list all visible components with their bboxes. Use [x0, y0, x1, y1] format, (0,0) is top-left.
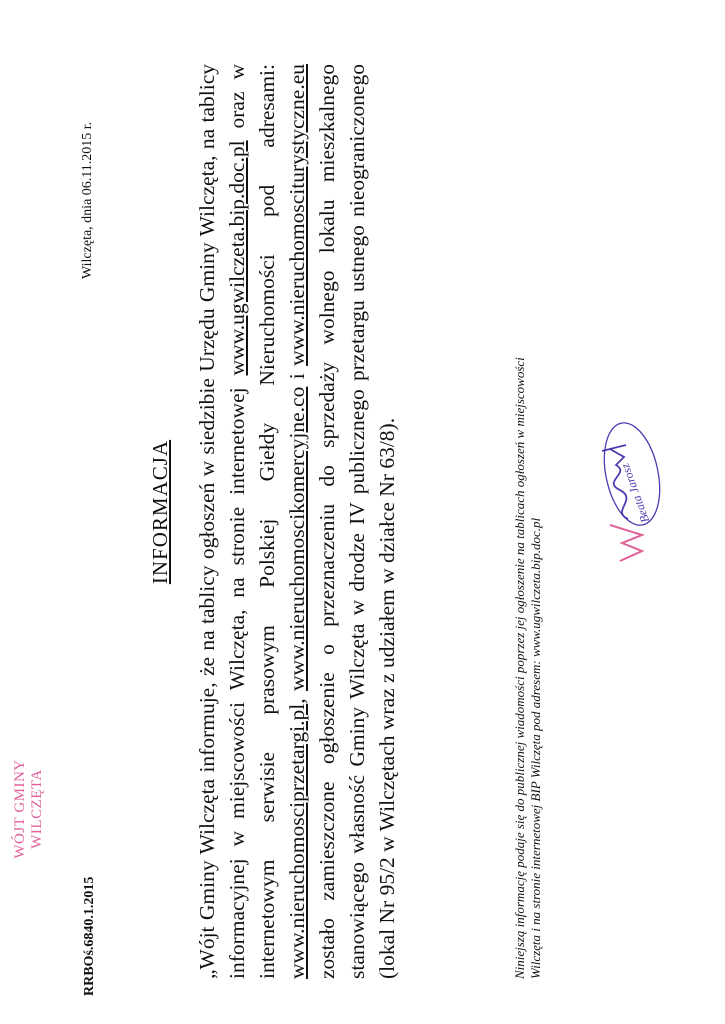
reference-number: RRBOś.6840.1.2015 — [82, 876, 97, 996]
link-nieruchomoscikomercyjne: www.nieruchomoscikomercyjne.co — [285, 386, 309, 691]
stamp-line-1: WÓJT GMINY — [12, 759, 28, 859]
document-title: INFORMACJA — [148, 439, 172, 585]
footer-note — [512, 64, 544, 979]
link-nieruchomosciprzetargi: www.nieruchomosciprzetargi.pl — [285, 703, 309, 979]
body-text-3: , — [285, 690, 309, 704]
link-ugwilczeta: www.ugwilczeta.bip.doc.pl — [225, 140, 249, 376]
footer-line-1: Niniejszą informację podaje się do publicznej wiadomości poprzez jej ogłoszenie na tablicach ogłoszeń w miejscowości — [512, 357, 527, 979]
body-text-2: oraz w internetowym serwisie prasowym Polskiej Giełdy Nieruchomości pod adresami: — [225, 64, 279, 979]
signature-name: Beata Jarosz — [617, 461, 653, 525]
office-stamp — [12, 709, 46, 909]
link-nieruchomosciturystyczne: www.nieruchomosciturystyczne.eu — [285, 64, 309, 366]
body-text-4: i — [285, 365, 309, 387]
body-text-1: „Wójt Gminy Wilczęta informuje, że na tablicy ogłoszeń w siedzibie Urzędu Gminy Wilczęta, na tablicy informacyjnej w miejscowości Wilczęta, na stronie internetowej — [195, 64, 249, 979]
handwritten-signature — [580, 419, 670, 569]
stamp-line-2: WILCZĘTA — [29, 769, 45, 849]
document-date: Wilczęta, dnia 06.11.2015 r. — [80, 121, 95, 279]
footer-line-2: Wilczęta i na stronie internetowej BIP Wilczęta pod adresem: www.ugwilczeta.bip.doc.pl — [528, 517, 543, 979]
body-text-5: zostało zamieszczone ogłoszenie o przeznaczeniu do sprzedaży wolnego lokalu mieszkalnego stanowiącego własność Gminy Wilczęta w drodze IV publicznego przetargu ustnego nieograniczonego (lokal Nr 95/2 w Wilczętach wraz z udziałem w działce Nr 63/8). — [315, 64, 399, 979]
body-paragraph — [192, 64, 402, 979]
